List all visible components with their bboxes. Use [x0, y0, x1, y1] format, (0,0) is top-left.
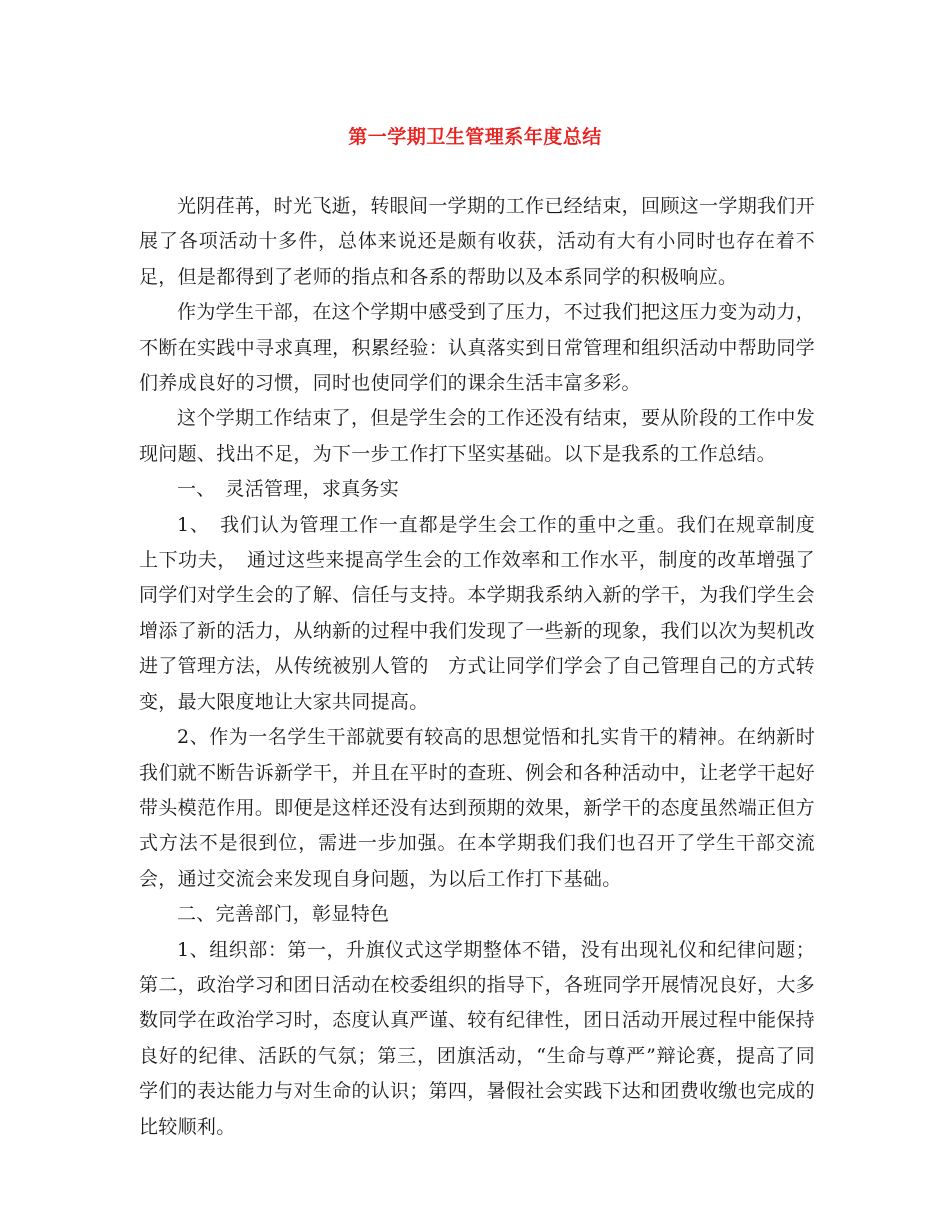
paragraph-section1-item2: 2、作为一名学生干部就要有较高的思想觉悟和扎实肯干的精神。在纳新时我们就不断告诉新学干，并且在平时的查班、例会和各种活动中，让老学干起好带头模范作用。即便是这样还没有达到预期的效果，新学干的态度虽然端正但方式方法不是很到位，需进一步加强。在本学期我们我们也召开了学生干部交流会，通过交流会来发现自身问题，为以后工作打下基础。 [139, 726, 815, 890]
paragraph-intro: 光阴荏苒，时光飞逝，转眼间一学期的工作已经结束，回顾这一学期我们开展了各项活动十多件，总体来说还是颇有收获，活动有大有小同时也存在着不足，但是都得到了老师的指点和各系的帮助以及本系同学的积极响应。 [139, 195, 815, 288]
paragraph-pressure: 作为学生干部，在这个学期中感受到了压力，不过我们把这压力变为动力，不断在实践中寻求真理，积累经验：认真落实到日常管理和组织活动中帮助同学们养成良好的习惯，同时也使同学们的课余生活丰富多彩。 [139, 301, 815, 395]
paragraph-section1-item1: 1、 我们认为管理工作一直都是学生会工作的重中之重。我们在规章制度上下功夫， 通过这些来提高学生会的工作效率和工作水平，制度的改革增强了同学们对学生会的了解、信任与支持。本学期我系纳入新的学干，为我们学生会增添了新的活力，从纳新的过程中我们发现了一些新的现象，我们以次为契机改进了管理方法，从传统被别人管的 方式让同学们学会了自己管理自己的方式转变，最大限度地让大家共同提高。 [139, 513, 815, 713]
section-heading-2: 二、完善部门，彰显特色 [177, 903, 390, 926]
document-title: 第一学期卫生管理系年度总结 [348, 126, 602, 148]
paragraph-section2-item1: 1、组织部：第一，升旗仪式这学期整体不错，没有出现礼仪和纪律问题；第二，政治学习和团日活动在校委组织的指导下，各班同学开展情况良好，大多数同学在政治学习时，态度认真严谨、较有纪律性，团日活动开展过程中能保持良好的纪律、活跃的气氛；第三，团旗活动，“生命与尊严”辩论赛，提高了同学们的表达能力与对生命的认识；第四，暑假社会实践下达和团费收缴也完成的比较顺利。 [139, 938, 815, 1138]
paragraph-summary-lead: 这个学期工作结束了，但是学生会的工作还没有结束，要从阶段的工作中发现问题、找出不足，为下一步工作打下坚实基础。以下是我系的工作总结。 [139, 407, 815, 465]
document-body [139, 189, 815, 1145]
section-heading-1: 一、 灵活管理，求真务实 [177, 478, 400, 501]
